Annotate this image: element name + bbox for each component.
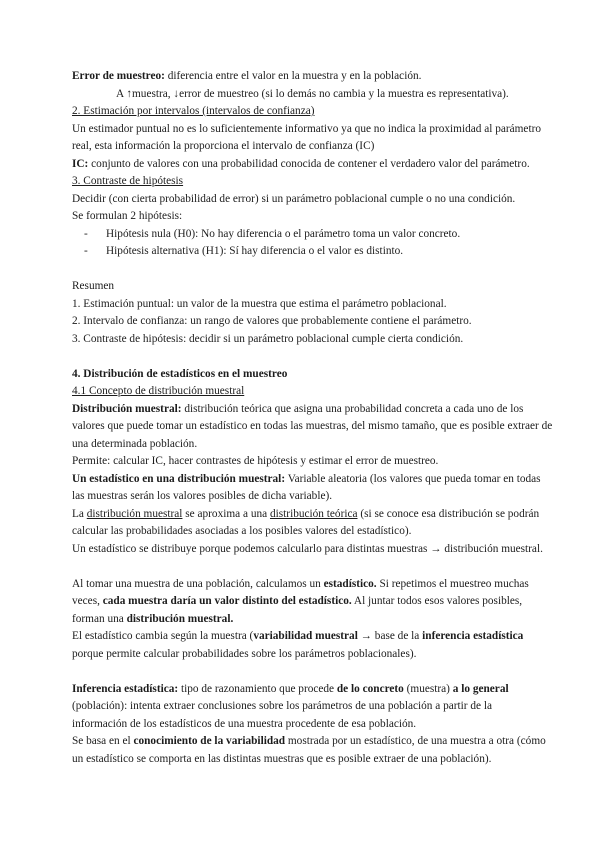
list-item xyxy=(72,243,552,261)
term-bold: variabilidad muestral xyxy=(253,630,358,642)
term-bold: inferencia estadística xyxy=(422,630,524,642)
paragraph-line: real, esta información la proporciona el intervalo de confianza (IC) xyxy=(72,140,375,152)
aproximacion-line xyxy=(72,506,552,524)
paragraph-line xyxy=(72,733,552,751)
text: forman una xyxy=(72,612,127,625)
ic-definition xyxy=(72,156,552,174)
resumen-item: 3. Contraste de hipótesis: decidir si un parámetro poblacional cumple cierta condición. xyxy=(72,332,464,345)
text: (muestra) xyxy=(403,682,453,695)
paragraph-line: (población): intenta extraer conclusiones sobre los parámetros de una población a partir de la xyxy=(72,700,493,712)
paragraph-line xyxy=(72,593,552,611)
term-bold: cada muestra daría un valor distinto del estadístico. xyxy=(102,595,352,607)
text: El estadístico cambia según la muestra ( xyxy=(72,630,254,642)
paragraph-line xyxy=(72,628,552,646)
term-bold: distribución muestral. xyxy=(126,612,234,625)
section-heading-distribucion: 4. Distribución de estadísticos en el muestreo xyxy=(72,367,288,380)
paragraph-line: Se formulan 2 hipótesis: xyxy=(72,210,183,222)
paragraph-line: valores que puede tomar un estadístico en todas las muestras, del mismo tamaño, que es posible extraer de xyxy=(72,420,553,432)
paragraph-line xyxy=(72,576,552,594)
error-muestreo-definition xyxy=(72,68,552,86)
paragraph-line xyxy=(72,611,552,629)
inferencia-definition xyxy=(72,681,552,699)
paragraph-line: Un estadístico se distribuye porque podemos calcularlo para distintas muestras → distribución muestral. xyxy=(72,542,543,555)
bullet-text: Hipótesis nula (H0): No hay diferencia o el parámetro toma un valor concreto. xyxy=(106,227,461,240)
term-bold: Un estadístico en una distribución muestral: xyxy=(72,472,286,485)
bullet-text: Hipótesis alternativa (H1): Sí hay diferencia o el valor es distinto. xyxy=(106,245,404,257)
underlined-term: distribución teórica xyxy=(269,507,358,520)
paragraph-line: porque permite calcular probabilidades sobre los parámetros poblacionales). xyxy=(72,647,417,660)
error-muestreo-note: A ↑muestra, ↓error de muestreo (si lo demás no cambia y la muestra es representativa). xyxy=(116,87,509,100)
paragraph-line: las muestras serán los valores posibles de dicha variable). xyxy=(72,490,333,502)
resumen-title: Resumen xyxy=(72,280,115,292)
text: mostrada por un estadístico, de una muestra a otra (cómo xyxy=(285,735,546,747)
bullet-dash: - xyxy=(84,227,88,240)
text: veces, xyxy=(72,595,103,607)
paragraph-line: información de los estadísticos de una muestra procedente de esa población. xyxy=(72,717,417,730)
underlined-term: distribución muestral xyxy=(86,507,183,520)
text: distribución teórica que asigna una probabilidad concreta a cada uno de los xyxy=(181,402,524,415)
text: Al tomar una muestra de una población, calculamos un xyxy=(72,577,324,590)
paragraph-line: Decidir (con cierta probabilidad de error) si un parámetro poblacional cumple o no una condición. xyxy=(72,192,516,205)
subsection-heading: 4.1 Concepto de distribución muestral xyxy=(72,385,245,397)
paragraph-line: un estadístico se comporta en las distintas muestras que es posible extraer de una población). xyxy=(72,752,492,765)
section-heading-contraste: 3. Contraste de hipótesis xyxy=(72,175,184,187)
text: diferencia entre el valor en la muestra y en la población. xyxy=(164,70,422,82)
text: Se basa en el xyxy=(72,735,134,747)
term-bold: Distribución muestral: xyxy=(72,402,182,415)
paragraph-line: una determinada población. xyxy=(72,437,198,450)
distribucion-muestral-definition xyxy=(72,401,552,419)
section-heading-intervalos: 2. Estimación por intervalos (intervalos de confianza) xyxy=(72,105,315,117)
paragraph-line: Permite: calcular IC, hacer contrastes de hipótesis y estimar el error de muestreo. xyxy=(72,455,439,467)
paragraph-line: Un estimador puntual no es lo suficientemente informativo ya que no indica la proximidad al parámetro xyxy=(72,122,541,135)
text: Variable aleatoria (los valores que pueda tomar en todas xyxy=(285,472,541,485)
term-bold: conocimiento de la variabilidad xyxy=(133,735,286,747)
text: (si se conoce esa distribución se podrán xyxy=(357,507,540,520)
list-item xyxy=(72,226,552,244)
text: tipo de razonamiento que procede xyxy=(178,682,337,695)
text: conjunto de valores con una probabilidad conocida de contener el verdadero valor del parámetro. xyxy=(88,157,530,170)
term-bold: IC: xyxy=(72,157,89,170)
text: se aproxima a una xyxy=(182,507,270,520)
text: → base de la xyxy=(357,630,423,642)
text: Si repetimos el muestreo muchas xyxy=(376,577,529,590)
paragraph-line: calcular las probabilidades asociadas a los posibles valores del estadístico). xyxy=(72,525,412,537)
bullet-dash: - xyxy=(84,245,88,257)
term-bold: a lo general xyxy=(452,682,509,695)
term-bold: de lo concreto xyxy=(336,682,404,695)
text: La xyxy=(72,507,87,520)
term-bold: estadístico. xyxy=(323,577,377,590)
term-bold: Error de muestreo: xyxy=(72,70,165,82)
estadistico-definition xyxy=(72,471,552,489)
text: Al juntar todos esos valores posibles, xyxy=(351,595,523,607)
resumen-item: 1. Estimación puntual: un valor de la muestra que estima el parámetro poblacional. xyxy=(72,297,447,310)
term-bold: Inferencia estadística: xyxy=(72,682,179,695)
resumen-item: 2. Intervalo de confianza: un rango de valores que probablemente contiene el parámetro. xyxy=(72,315,472,327)
